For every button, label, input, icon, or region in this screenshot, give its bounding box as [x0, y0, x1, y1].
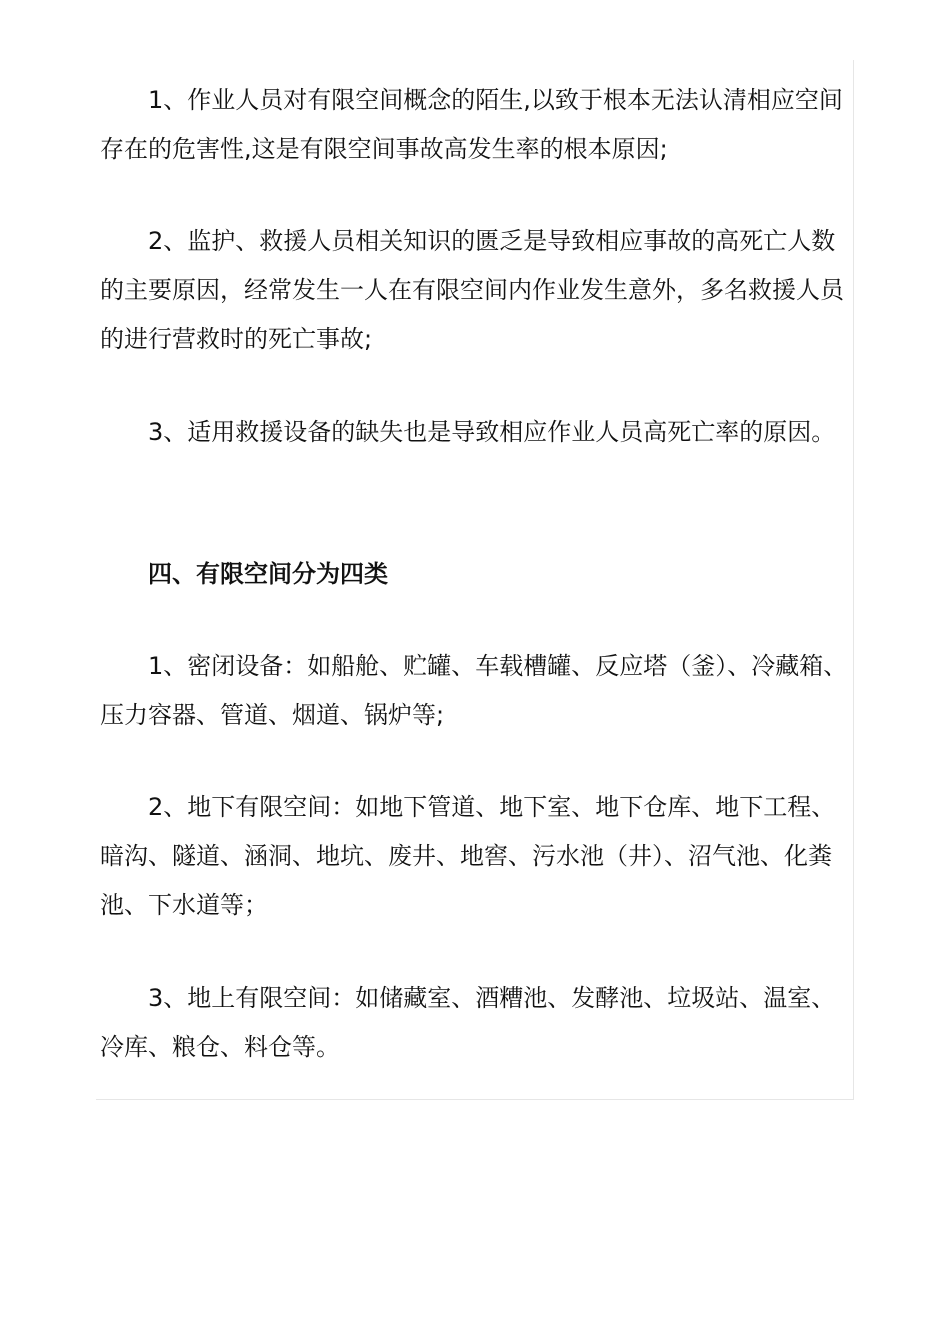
paragraph-cause-2: 2、监护、救援人员相关知识的匮乏是导致相应事故的高死亡人数的主要原因，经常发生一人在有限空间内作业发生意外，多名救援人员的进行营救时的死亡事故; [100, 227, 844, 353]
paragraph-cause-3: 3、适用救援设备的缺失也是导致相应作业人员高死亡率的原因。 [148, 418, 836, 446]
paragraph-type-3: 3、地上有限空间：如储藏室、酒糟池、发酵池、垃圾站、温室、冷库、粮仓、料仓等。 [100, 984, 836, 1061]
paragraph-type-2: 2、地下有限空间：如地下管道、地下室、地下仓库、地下工程、暗沟、隧道、涵洞、地坑、废井、地窖、污水池（井）、沼气池、化粪池、下水道等； [100, 793, 836, 919]
section-heading: 四、有限空间分为四类 [148, 560, 388, 588]
paragraph-type-1: 1、密闭设备：如船舱、贮罐、车载槽罐、反应塔（釜）、冷藏箱、压力容器、管道、烟道、锅炉等; [100, 652, 848, 729]
paragraph-cause-1: 1、作业人员对有限空间概念的陌生,以致于根本无法认清相应空间存在的危害性,这是有限空间事故高发生率的根本原因; [100, 86, 843, 163]
